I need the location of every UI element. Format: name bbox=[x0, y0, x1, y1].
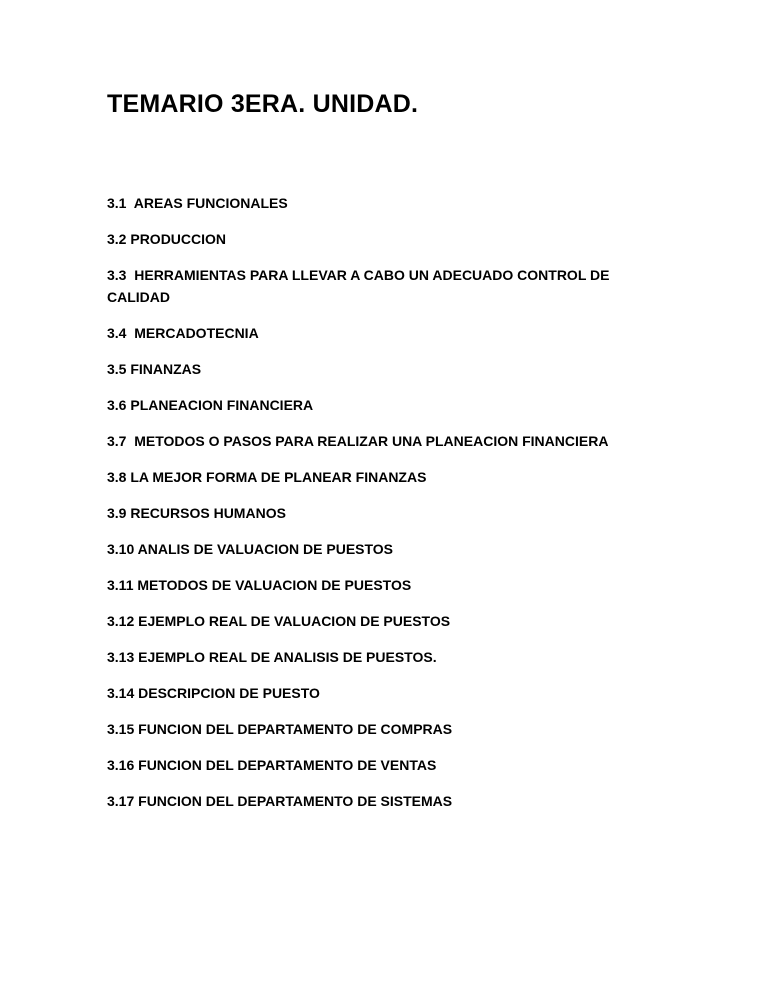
document-title: TEMARIO 3ERA. UNIDAD. bbox=[107, 90, 419, 118]
topic-item: 3.3 HERRAMIENTAS PARA LLEVAR A CABO UN ADECUADO CONTROL DE CALIDAD bbox=[107, 267, 614, 305]
topic-item: 3.16 FUNCION DEL DEPARTAMENTO DE VENTAS bbox=[107, 757, 437, 773]
topic-item: 3.8 LA MEJOR FORMA DE PLANEAR FINANZAS bbox=[107, 469, 427, 485]
topic-item: 3.2 PRODUCCION bbox=[107, 231, 227, 247]
topic-item: 3.10 ANALIS DE VALUACION DE PUESTOS bbox=[107, 541, 394, 557]
topic-list bbox=[107, 192, 647, 812]
topic-item: 3.5 FINANZAS bbox=[107, 361, 202, 377]
topic-item: 3.12 EJEMPLO REAL DE VALUACION DE PUESTOS bbox=[107, 613, 451, 629]
topic-item: 3.15 FUNCION DEL DEPARTAMENTO DE COMPRAS bbox=[107, 721, 453, 737]
topic-item: 3.6 PLANEACION FINANCIERA bbox=[107, 397, 314, 413]
topic-item: 3.11 METODOS DE VALUACION DE PUESTOS bbox=[107, 577, 412, 593]
topic-item: 3.14 DESCRIPCION DE PUESTO bbox=[107, 685, 320, 701]
topic-item: 3.7 METODOS O PASOS PARA REALIZAR UNA PLANEACION FINANCIERA bbox=[107, 433, 609, 449]
topic-item: 3.1 AREAS FUNCIONALES bbox=[107, 195, 288, 211]
topic-item: 3.4 MERCADOTECNIA bbox=[107, 325, 259, 341]
topic-item: 3.9 RECURSOS HUMANOS bbox=[107, 505, 286, 521]
topic-item: 3.13 EJEMPLO REAL DE ANALISIS DE PUESTOS. bbox=[107, 649, 437, 665]
topic-item: 3.17 FUNCION DEL DEPARTAMENTO DE SISTEMAS bbox=[107, 793, 453, 809]
